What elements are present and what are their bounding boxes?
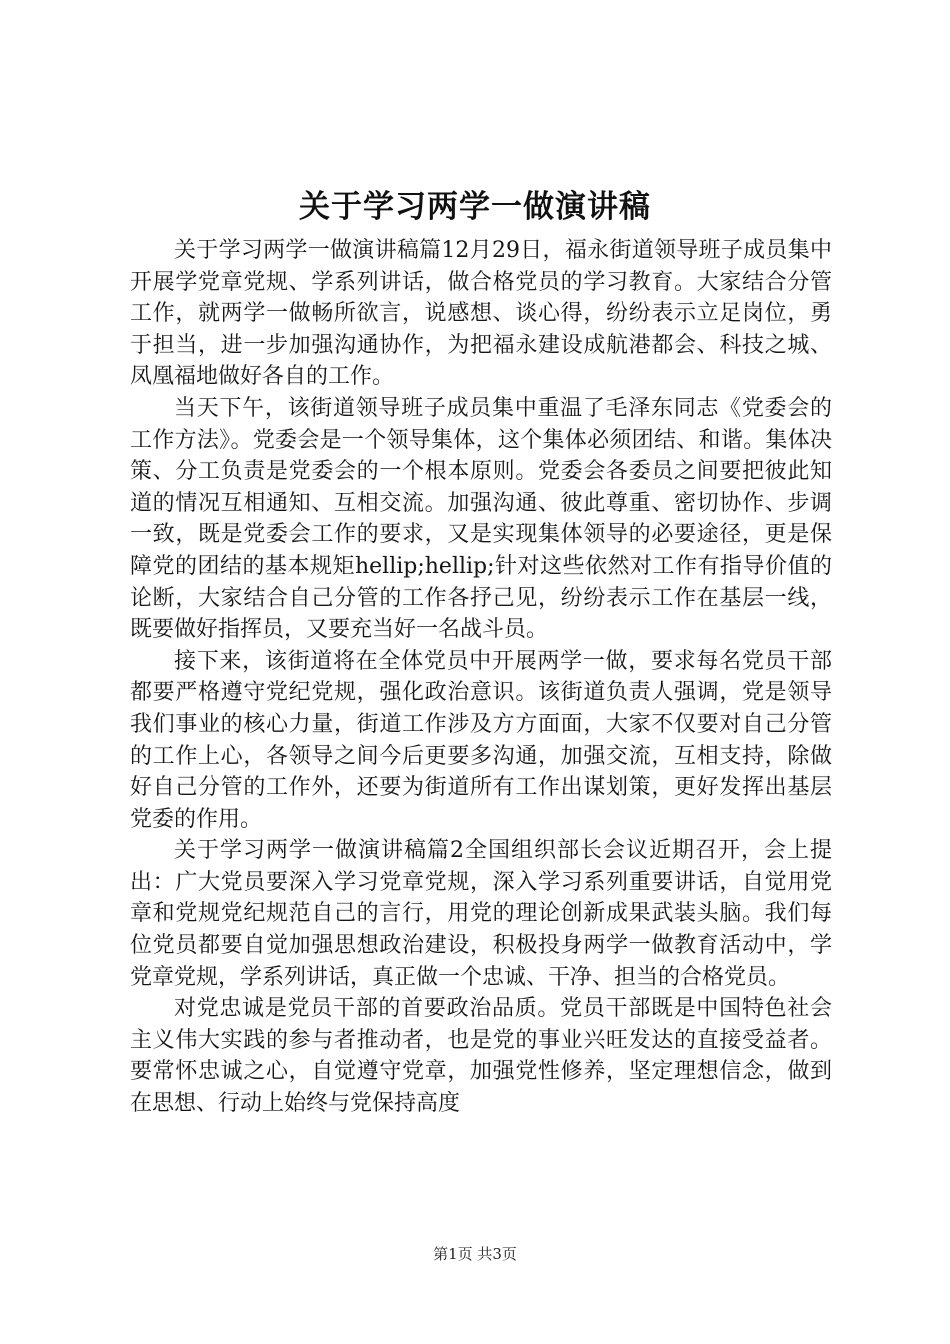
paragraph: 接下来，该街道将在全体党员中开展两学一做，要求每名党员干部都要严格遵守党纪党规，强化政治意识。该街道负责人强调，党是领导我们事业的核心力量，街道工作涉及方方面面，大家不仅要对自己分管的工作上心，各领导之间今后更要多沟通，加强交流，互相支持，除做好自己分管的工作外，还要为街道所有工作出谋划策，更好发挥出基层党委的作用。 [130, 648, 832, 832]
paragraph: 当天下午，该街道领导班子成员集中重温了毛泽东同志《党委会的工作方法》。党委会是一个领导集体，这个集体必须团结、和谐。集体决策、分工负责是党委会的一个根本原则。党委会各委员之间要把彼此知道的情况互相通知、互相交流。加强沟通、彼此尊重、密切协作、步调一致，既是党委会工作的要求，又是实现集体领导的必要途径，更是保障党的团结的基本规矩hellip;hellip;针对这些依然对工作有指导价值的论断，大家结合自己分管的工作各抒己见，纷纷表示工作在基层一线，既要做好指挥员，又要充当好一名战斗员。 [130, 395, 832, 643]
page-number-footer: 第1页 共3页 [433, 1245, 517, 1263]
document-title: 关于学习两学一做演讲稿 [299, 189, 651, 225]
paragraph: 关于学习两学一做演讲稿篇2全国组织部长会议近期召开，会上提出：广大党员要深入学习党章党规，深入学习系列重要讲话，自觉用党章和党规党纪规范自己的言行，用党的理论创新成果武装头脑。我们每位党员都要自觉加强思想政治建设，积极投身两学一做教育活动中，学党章党规，学系列讲话，真正做一个忠诚、干净、担当的合格党员。 [130, 838, 832, 990]
paragraph: 关于学习两学一做演讲稿篇12月29日，福永街道领导班子成员集中开展学党章党规、学系列讲话，做合格党员的学习教育。大家结合分管工作，就两学一做畅所欲言，说感想、谈心得，纷纷表示立足岗位，勇于担当，进一步加强沟通协作，为把福永建设成航港都会、科技之城、凤凰福地做好各自的工作。 [130, 238, 832, 390]
paragraph: 对党忠诚是党员干部的首要政治品质。党员干部既是中国特色社会主义伟大实践的参与者推动者，也是党的事业兴旺发达的直接受益者。要常怀忠诚之心，自觉遵守党章，加强党性修养，坚定理想信念，做到在思想、行动上始终与党保持高度 [130, 996, 832, 1117]
document-body [130, 235, 832, 1120]
